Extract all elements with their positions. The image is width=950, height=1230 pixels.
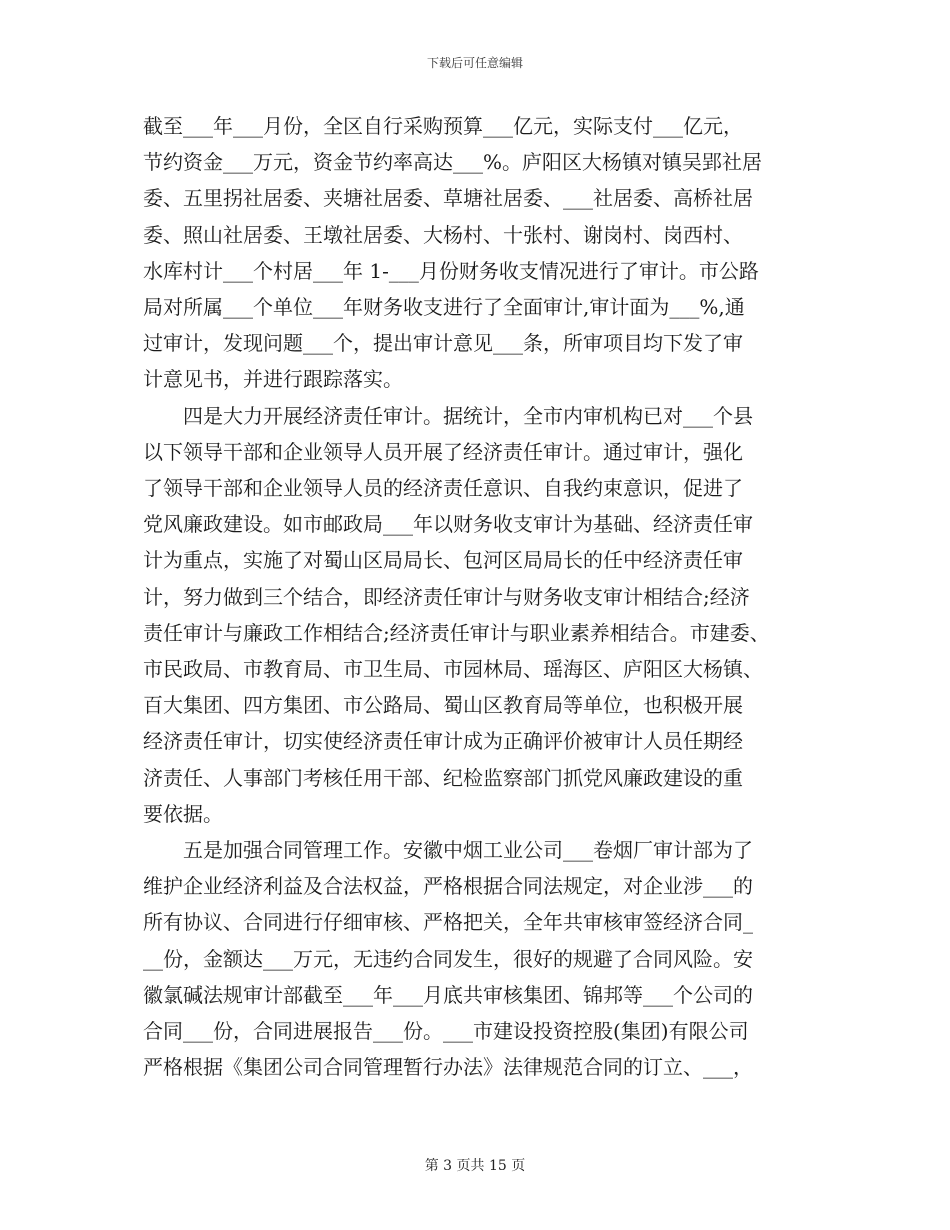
text-line: 党风廉政建设。如市邮政局___年以财务收支审计为基础、经济责任审 — [143, 512, 753, 537]
text-line: 四是大力开展经济责任审计。据统计，全市内审机构已对___个县 — [143, 403, 753, 428]
page-header: 下载后可任意编辑 — [426, 56, 523, 70]
text-line: 所有协议、合同进行仔细审核、严格把关，全年共审核审签经济合同_ — [143, 910, 753, 935]
text-line: 计为重点，实施了对蜀山区局局长、包河区局局长的任中经济责任审 — [143, 548, 743, 573]
text-line: 了领导干部和企业领导人员的经济责任意识、自我约束意识，促进了 — [143, 476, 743, 501]
text-line: 局对所属___个单位___年财务收支进行了全面审计,审计面为___%,通 — [143, 295, 745, 320]
text-line: 五是加强合同管理工作。安徽中烟工业公司___卷烟厂审计部为了 — [143, 838, 753, 863]
text-line: 徽氯碱法规审计部截至___年___月底共审核集团、锦邦等___个公司的 — [143, 982, 753, 1007]
text-line: 市民政局、市教育局、市卫生局、市园林局、瑶海区、庐阳区大杨镇、 — [143, 657, 763, 682]
text-line: 维护企业经济利益及合法权益，严格根据合同法规定，对企业涉___的 — [143, 874, 753, 899]
text-line: 合同___份，合同进展报告___份。___市建设投资控股(集团)有限公司 — [143, 1019, 749, 1044]
text-line: 计，努力做到三个结合，即经济责任审计与财务收支审计相结合;经济 — [143, 584, 750, 609]
text-line: 截至___年___月份，全区自行采购预算___亿元，实际支付___亿元， — [143, 114, 743, 138]
text-line: 委、照山社居委、王墩社居委、大杨村、十张村、谢岗村、岗西村、 — [143, 222, 743, 247]
text-line: 要依据。 — [143, 801, 223, 826]
text-line: 委、五里拐社居委、夹塘社居委、草塘社居委、___社居委、高桥社居 — [143, 186, 753, 211]
text-line: 济责任、人事部门考核任用干部、纪检监察部门抓党风廉政建设的重 — [143, 765, 743, 790]
text-line: 百大集团、四方集团、市公路局、蜀山区教育局等单位，也积极开展 — [143, 693, 743, 718]
text-line: 以下领导干部和企业领导人员开展了经济责任审计。通过审计，强化 — [143, 439, 743, 464]
text-line: 经济责任审计，切实使经济责任审计成为正确评价被审计人员任期经 — [143, 729, 743, 754]
page-footer: 第 3 页共 15 页 — [424, 1158, 526, 1174]
document-body — [143, 108, 823, 1085]
text-line: 节约资金___万元，资金节约率高达___%。庐阳区大杨镇对镇吴郢社居 — [143, 150, 763, 175]
text-line: 计意见书，并进行跟踪落实。 — [143, 367, 403, 392]
text-line: 水库村计___个村居___年 1-___月份财务收支情况进行了审计。市公路 — [143, 258, 759, 283]
text-line: 严格根据《集团公司合同管理暂行办法》法律规范合同的订立、___， — [143, 1055, 753, 1080]
text-line: 责任审计与廉政工作相结合;经济责任审计与职业素养相结合。市建委、 — [143, 620, 770, 645]
text-line: __份，金额达___万元，无违约合同发生，很好的规避了合同风险。安 — [143, 946, 753, 971]
text-line: 过审计，发现问题___个，提出审计意见___条，所审项目均下发了审 — [143, 331, 743, 356]
